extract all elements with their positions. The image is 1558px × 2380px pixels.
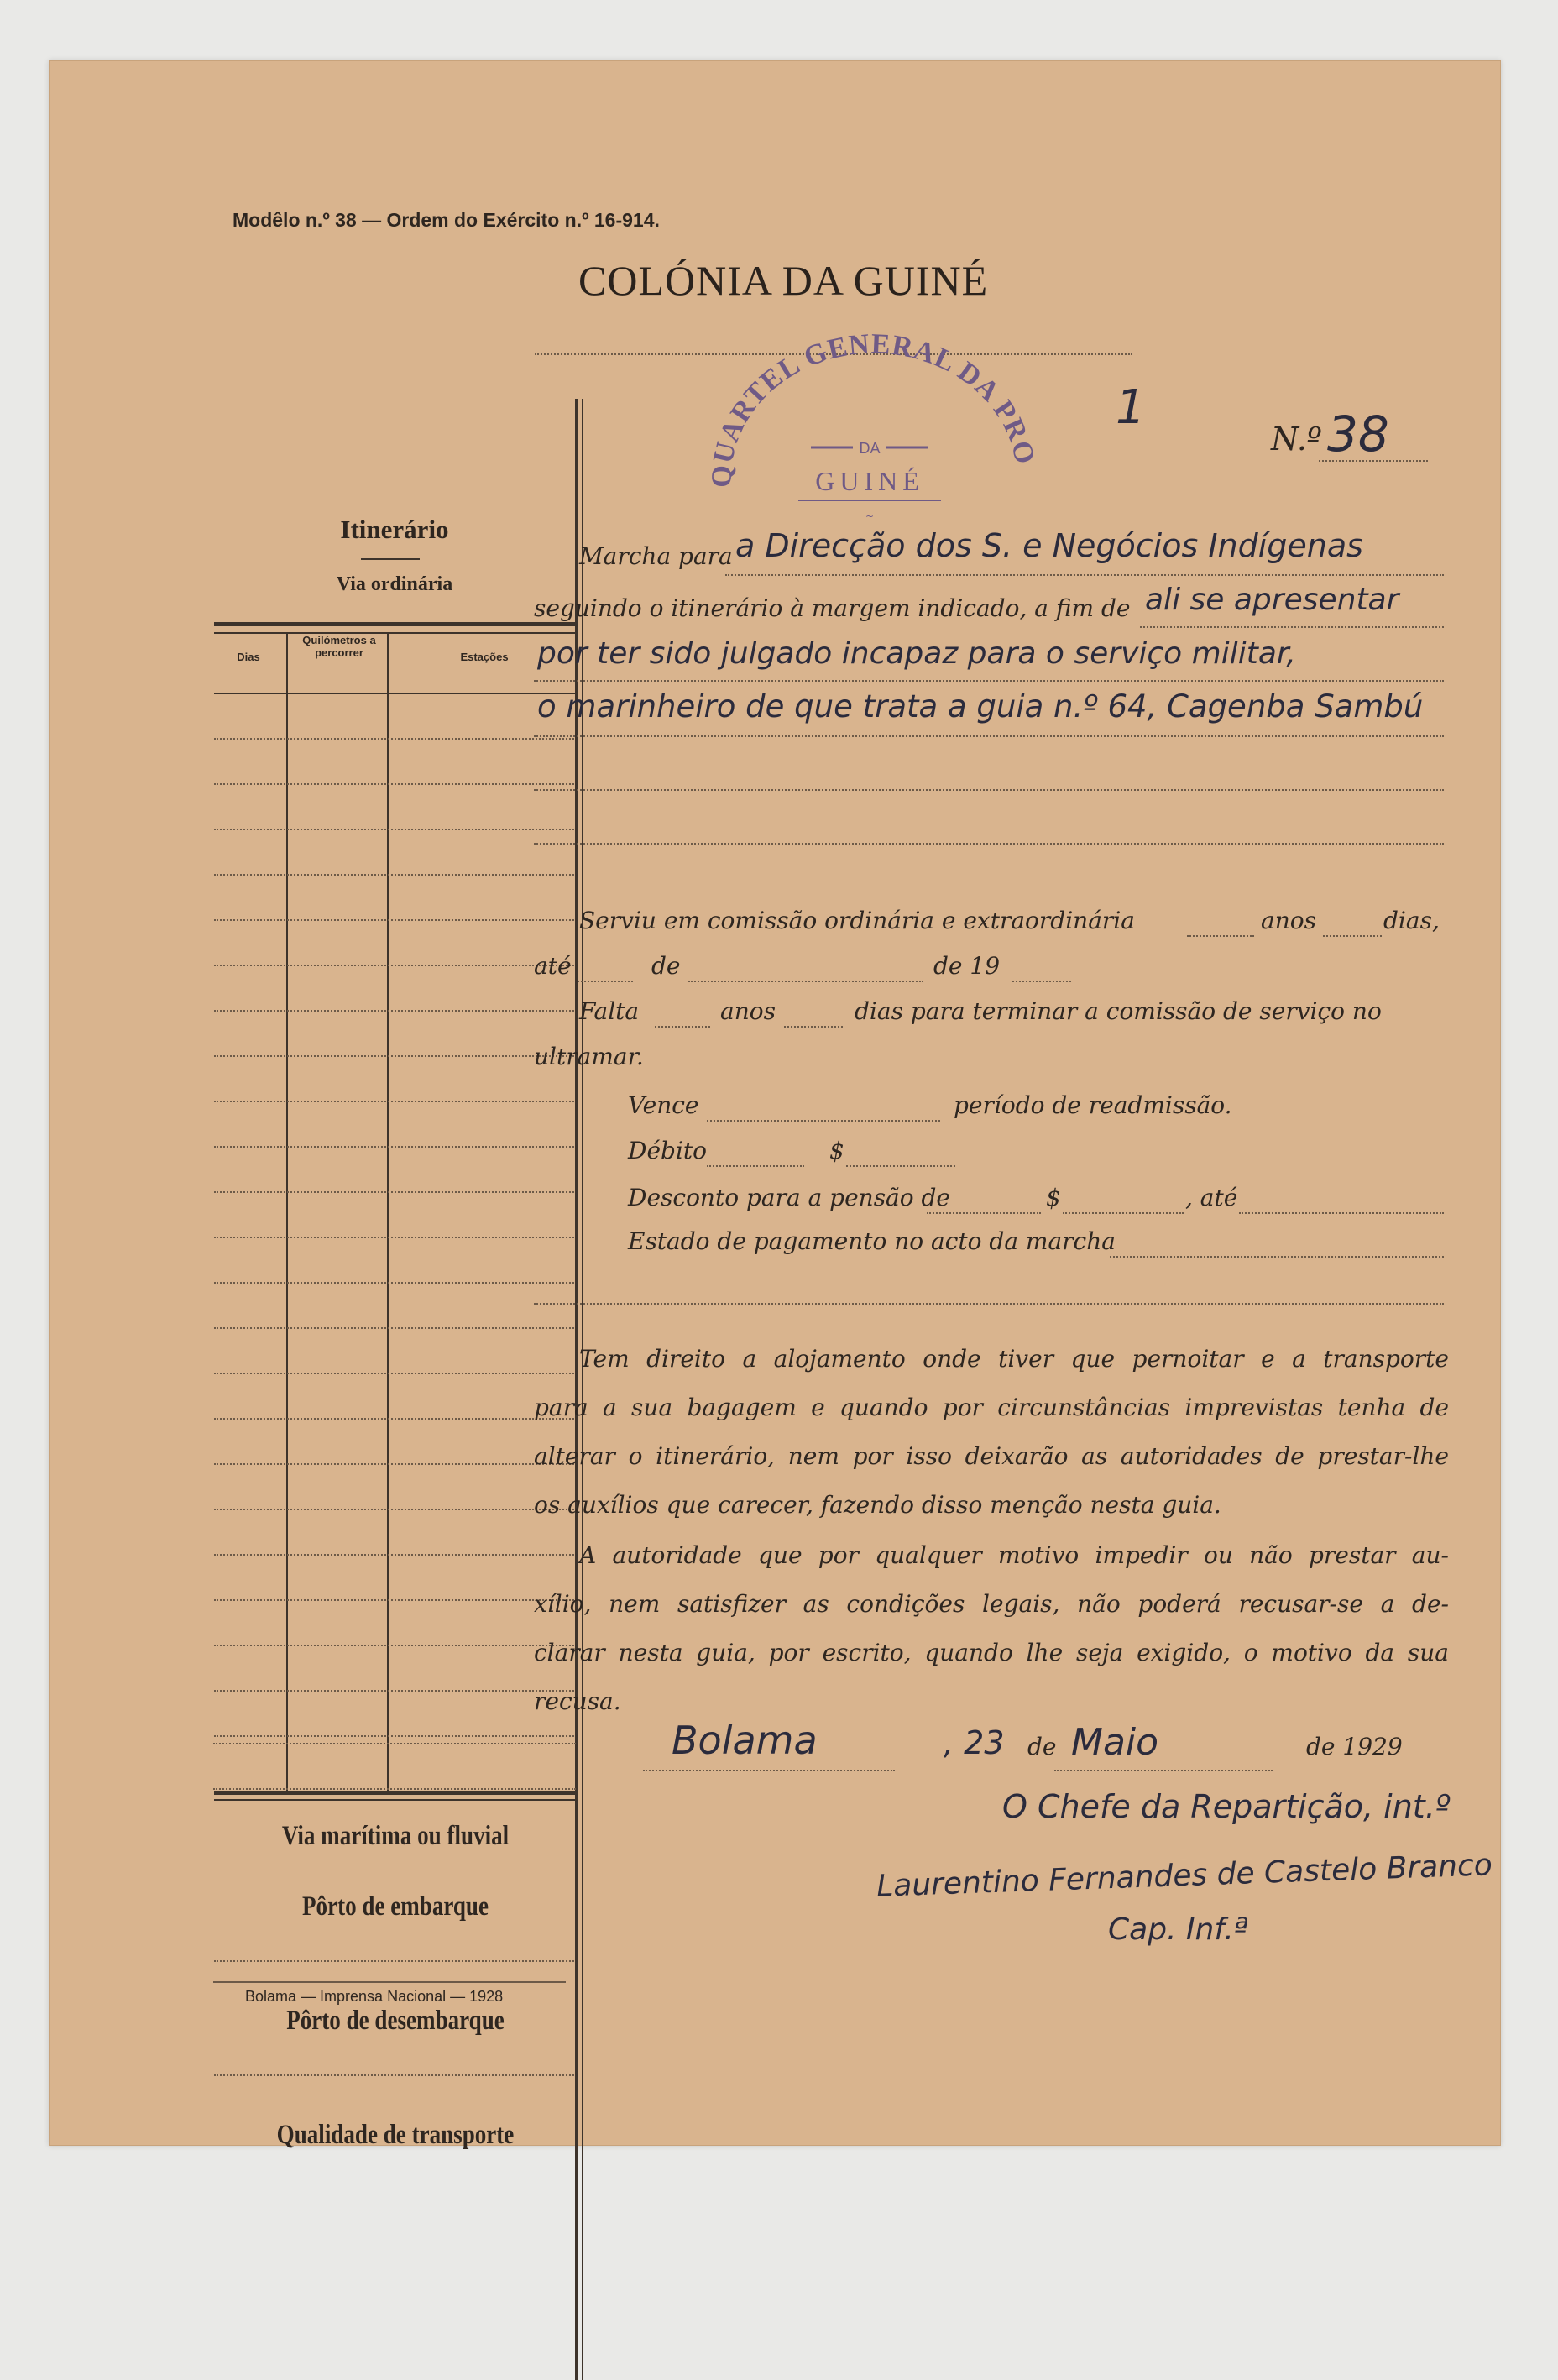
itinerary-value[interactable]: ali se apresentar <box>1145 583 1399 617</box>
printer-imprint: Bolama — Imprensa Nacional — 1928 <box>245 1988 504 2005</box>
estado-label: Estado de pagamento no acto da marcha <box>628 1227 1116 1255</box>
stamp-graphic <box>670 304 1050 530</box>
official-stamp <box>670 304 1050 530</box>
itinerary-label: seguindo o itinerário à margem indicado, a fim de <box>534 594 1131 622</box>
page-title: COLÓNIA DA GUINÉ <box>578 257 989 304</box>
debito-label: Débito <box>628 1137 708 1164</box>
ate-year-label: de 19 <box>933 952 1001 980</box>
falta-anos: anos <box>720 997 776 1025</box>
corner-mark: 1 <box>1116 380 1146 435</box>
signer-name: Laurentino Fernandes de Castelo Branco <box>876 1848 1493 1904</box>
place-value[interactable]: Bolama <box>672 1718 818 1763</box>
disembark-port-label: Pôrto de desembarque <box>286 2006 505 2036</box>
ate-label: até <box>534 952 572 980</box>
ultramar-label: ultramar. <box>534 1043 644 1070</box>
svg-text:~: ~ <box>865 510 875 522</box>
col-quilometros: Quilómetros a percorrer <box>302 634 376 659</box>
p2-line-1: A autoridade que por qualquer motivo impedir ou não prestar au- <box>579 1541 1449 1569</box>
col-estacoes: Estações <box>460 651 509 663</box>
periodo-label: período de readmissão. <box>954 1091 1232 1119</box>
paragraph-1 <box>534 1335 1449 1530</box>
falta-rest: dias para terminar a comissão de serviço no <box>855 997 1382 1025</box>
debito-dollar: $ <box>829 1137 844 1164</box>
p2-line-2: xílio, nem satisfizer as condições legais, não poderá recusar-se a de- <box>534 1590 1449 1618</box>
stamp-arc-text: QUARTEL GENERAL DA PROVINCIA <box>670 304 1041 489</box>
model-line: Modêlo n.º 38 — Ordem do Exército n.º 16-914. <box>233 209 660 231</box>
reason-line-2[interactable]: o marinheiro de que trata a guia n.º 64, Cagenba Sambú <box>537 688 1424 724</box>
falta-label: Falta <box>579 997 640 1025</box>
vence-label: Vence <box>628 1091 699 1119</box>
col-dias: Dias <box>237 651 260 663</box>
p1-line-1: Tem direito a alojamento onde tiver que pernoitar e a transporte <box>579 1345 1449 1373</box>
embark-port-label: Pôrto de embarque <box>302 1891 489 1922</box>
desconto-label: Desconto para a pensão de <box>628 1184 951 1211</box>
signature-block <box>534 1713 1493 1981</box>
p1-line-4: os auxílios que carecer, fazendo disso menção nesta guia. <box>534 1491 1221 1519</box>
number-label: N.º <box>1271 421 1322 458</box>
month-value[interactable]: Maio <box>1071 1721 1159 1764</box>
p2-line-3: clarar nesta guia, por escrito, quando lhe seja exigido, o motivo da sua <box>534 1639 1449 1666</box>
marcha-label: Marcha para <box>579 542 733 570</box>
sidebar-lower <box>213 1679 576 2099</box>
desconto-ate: , até <box>1185 1184 1238 1211</box>
serviu-anos: anos <box>1261 907 1316 934</box>
signer-rank: Cap. Inf.ª <box>1108 1912 1248 1947</box>
march-form <box>534 520 1453 1729</box>
marcha-value[interactable]: a Direcção dos S. e Negócios Indígenas <box>735 527 1363 564</box>
year-value: de 1929 <box>1306 1733 1403 1760</box>
p1-line-2: para a sua bagagem e quando por circunstâncias imprevistas tenha de <box>534 1394 1449 1421</box>
number-value: 38 <box>1327 405 1389 463</box>
day-value[interactable]: , 23 <box>944 1724 1005 1761</box>
stamp-middle: DA <box>859 440 881 457</box>
paragraph-2 <box>534 1531 1449 1726</box>
p1-line-3: alterar o itinerário, nem por isso deixarão as autoridades de prestar-lhe <box>534 1442 1449 1470</box>
p2-line-4: recusa. <box>534 1687 621 1715</box>
date-de-1: de <box>1027 1733 1057 1760</box>
serviu-label: Serviu em comissão ordinária e extraordinária <box>579 907 1135 934</box>
itinerary-title: Itinerário <box>340 515 449 544</box>
desconto-dollar: $ <box>1046 1184 1061 1211</box>
transport-quality-label: Qualidade de transporte <box>276 2120 515 2150</box>
svg-text:QUARTEL GENERAL DA PROVINCIA <box>670 304 1040 488</box>
signer-role: O Chefe da Repartição, int.º <box>1002 1788 1451 1825</box>
itinerary-subtitle: Via ordinária <box>336 573 453 595</box>
serviu-dias: dias, <box>1383 907 1440 934</box>
sea-route-title: Via marítima ou fluvial <box>281 1821 510 1851</box>
stamp-bottom: GUINÉ <box>815 466 924 496</box>
ate-de-label: de <box>651 952 681 980</box>
reason-line-1[interactable]: por ter sido julgado incapaz para o serviço militar, <box>537 636 1296 671</box>
